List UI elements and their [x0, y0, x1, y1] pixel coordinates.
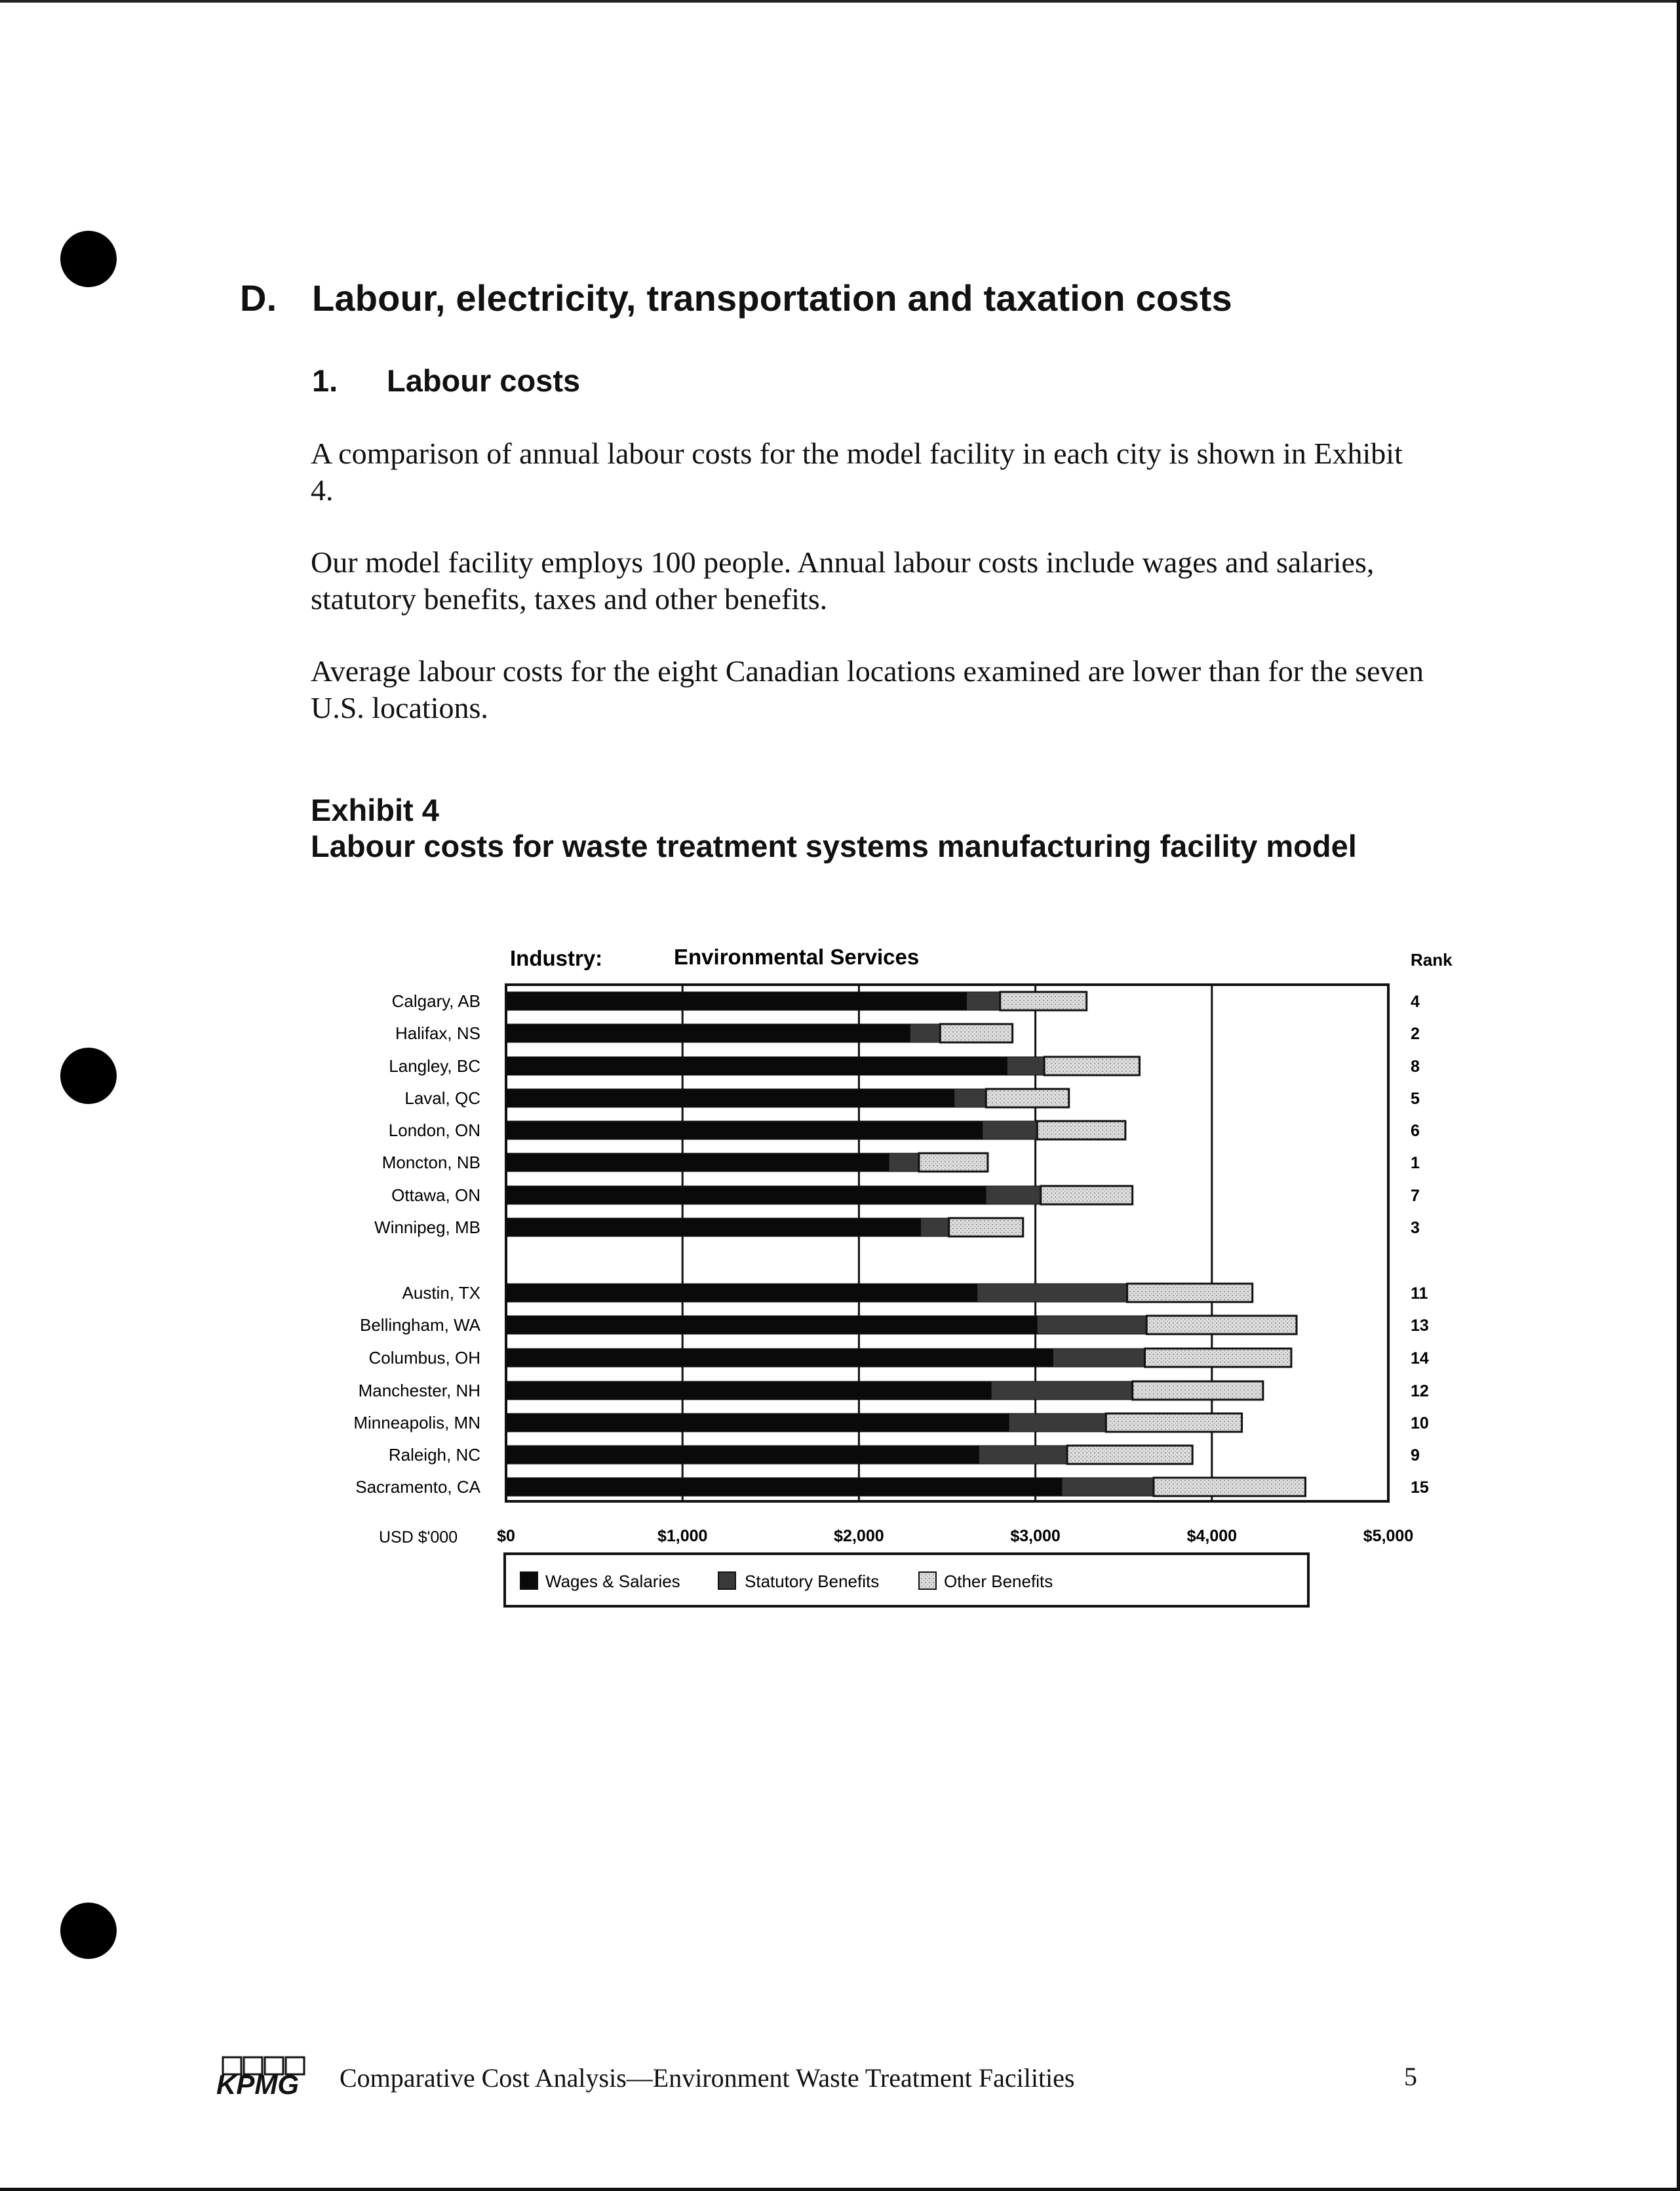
rank-value-bellingham-wa: 13: [1411, 1316, 1429, 1335]
industry-label: Industry:: [510, 946, 603, 970]
bar-statutory-benefits-bellingham-wa: [1037, 1316, 1146, 1334]
bar-statutory-benefits-austin-tx: [977, 1284, 1127, 1302]
category-label-laval-qc: Laval, QC: [404, 1088, 480, 1108]
bar-other-benefits-laval-qc: [986, 1089, 1069, 1107]
page-number: 5: [1404, 2062, 1417, 2091]
category-label-moncton-nb: Moncton, NB: [381, 1153, 480, 1172]
bar-wages-salaries-ottawa-on: [506, 1186, 986, 1204]
rank-value-moncton-nb: 1: [1411, 1154, 1420, 1172]
category-label-columbus-oh: Columbus, OH: [368, 1348, 480, 1368]
bar-other-benefits-london-on: [1037, 1121, 1125, 1139]
bar-other-benefits-minneapolis-mn: [1106, 1413, 1241, 1432]
bar-statutory-benefits-sacramento-ca: [1062, 1478, 1154, 1496]
bar-wages-salaries-manchester-nh: [506, 1381, 991, 1400]
kpmg-logo: [214, 2056, 309, 2097]
kpmg-logo-text: KPMG: [216, 2069, 299, 2097]
rank-value-london-on: 6: [1411, 1122, 1420, 1140]
category-label-langley-bc: Langley, BC: [389, 1056, 480, 1076]
bar-other-benefits-winnipeg-mb: [949, 1218, 1023, 1236]
paragraph-1: A comparison of annual labour costs for the model facility in each city is shown in Exhibit 4.: [311, 437, 1403, 507]
bar-wages-salaries-columbus-oh: [506, 1349, 1053, 1367]
bar-wages-salaries-minneapolis-mn: [506, 1413, 1009, 1432]
legend-swatch-wages-salaries: [520, 1572, 537, 1589]
bar-statutory-benefits-calgary-ab: [967, 992, 1000, 1010]
rank-value-ottawa-on: 7: [1411, 1187, 1420, 1205]
bar-statutory-benefits-minneapolis-mn: [1009, 1413, 1106, 1432]
section-letter: D.: [240, 277, 277, 319]
x-tick-label: $1,000: [657, 1527, 708, 1545]
bar-other-benefits-langley-bc: [1044, 1057, 1139, 1075]
bar-other-benefits-bellingham-wa: [1146, 1316, 1297, 1334]
bar-statutory-benefits-london-on: [983, 1121, 1037, 1139]
paragraph-3: Average labour costs for the eight Canadian locations examined are lower than for the seven U.S. locations.: [311, 654, 1424, 724]
bar-other-benefits-calgary-ab: [1000, 992, 1087, 1010]
category-label-manchester-nh: Manchester, NH: [358, 1381, 480, 1400]
bar-other-benefits-sacramento-ca: [1154, 1478, 1306, 1496]
rank-header: Rank: [1411, 950, 1453, 970]
category-label-halifax-ns: Halifax, NS: [395, 1023, 480, 1043]
bar-statutory-benefits-raleigh-nc: [979, 1446, 1067, 1464]
axis-unit-label: USD $'000: [379, 1528, 458, 1547]
rank-value-raleigh-nc: 9: [1411, 1446, 1420, 1465]
section-title: Labour, electricity, transportation and taxation costs: [312, 277, 1232, 319]
footer-title: Comparative Cost Analysis—Environment Waste Treatment Facilities: [340, 2063, 1075, 2093]
x-tick-label: $5,000: [1363, 1527, 1414, 1545]
rank-value-halifax-ns: 2: [1411, 1025, 1420, 1043]
legend-label-statutory-benefits: Statutory Benefits: [745, 1571, 880, 1591]
rank-value-winnipeg-mb: 3: [1411, 1219, 1420, 1237]
subsection-number: 1.: [312, 363, 338, 398]
rank-value-austin-tx: 11: [1411, 1284, 1428, 1303]
rank-value-laval-qc: 5: [1411, 1090, 1420, 1108]
rank-value-manchester-nh: 12: [1411, 1382, 1429, 1400]
category-label-london-on: London, ON: [388, 1120, 480, 1140]
bar-other-benefits-raleigh-nc: [1067, 1446, 1192, 1464]
rank-value-minneapolis-mn: 10: [1411, 1414, 1429, 1432]
rank-value-columbus-oh: 14: [1411, 1349, 1429, 1368]
legend-swatch-other-benefits: [919, 1572, 936, 1589]
bar-wages-salaries-raleigh-nc: [506, 1446, 979, 1464]
bar-statutory-benefits-columbus-oh: [1053, 1349, 1145, 1367]
x-tick-label: $3,000: [1010, 1527, 1061, 1545]
category-label-ottawa-on: Ottawa, ON: [391, 1185, 480, 1205]
legend-label-wages-salaries: Wages & Salaries: [545, 1571, 680, 1591]
bar-wages-salaries-austin-tx: [506, 1284, 977, 1302]
bar-statutory-benefits-winnipeg-mb: [921, 1218, 949, 1236]
category-label-austin-tx: Austin, TX: [402, 1283, 480, 1303]
category-label-sacramento-ca: Sacramento, CA: [355, 1477, 480, 1497]
bar-other-benefits-ottawa-on: [1041, 1186, 1133, 1204]
paragraph-2: Our model facility employs 100 people. Annual labour costs include wages and salaries, statutory benefits, taxes and other benefits.: [311, 545, 1375, 616]
bar-wages-salaries-london-on: [506, 1121, 983, 1139]
bar-wages-salaries-winnipeg-mb: [506, 1218, 921, 1236]
category-label-raleigh-nc: Raleigh, NC: [388, 1445, 480, 1465]
bar-statutory-benefits-langley-bc: [1007, 1057, 1045, 1075]
category-label-calgary-ab: Calgary, AB: [391, 991, 480, 1011]
exhibit-title: Labour costs for waste treatment systems manufacturing facility model: [311, 829, 1357, 863]
industry-value: Environmental Services: [674, 945, 920, 969]
bar-wages-salaries-moncton-nb: [506, 1153, 889, 1172]
category-label-winnipeg-mb: Winnipeg, MB: [374, 1217, 480, 1237]
rank-value-calgary-ab: 4: [1411, 993, 1420, 1011]
bar-wages-salaries-langley-bc: [506, 1057, 1007, 1075]
punch-hole-bottom: [60, 1903, 117, 1959]
x-tick-label: $0: [497, 1527, 515, 1545]
bar-other-benefits-columbus-oh: [1145, 1349, 1291, 1367]
x-tick-label: $4,000: [1186, 1527, 1238, 1545]
subsection-title: Labour costs: [387, 363, 581, 398]
bar-statutory-benefits-halifax-ns: [910, 1024, 940, 1042]
exhibit-label: Exhibit 4: [311, 793, 439, 827]
bar-statutory-benefits-ottawa-on: [986, 1186, 1040, 1204]
bar-wages-salaries-sacramento-ca: [506, 1478, 1062, 1496]
rank-value-sacramento-ca: 15: [1411, 1478, 1429, 1497]
bar-wages-salaries-laval-qc: [506, 1089, 954, 1107]
bar-other-benefits-austin-tx: [1127, 1284, 1253, 1302]
page-edge-bottom: [0, 2188, 1680, 2191]
bar-statutory-benefits-moncton-nb: [889, 1153, 919, 1172]
bar-other-benefits-halifax-ns: [940, 1024, 1012, 1042]
category-label-minneapolis-mn: Minneapolis, MN: [353, 1413, 480, 1432]
rank-value-langley-bc: 8: [1411, 1057, 1420, 1076]
bar-other-benefits-manchester-nh: [1133, 1381, 1263, 1400]
bar-statutory-benefits-laval-qc: [954, 1089, 986, 1107]
bar-wages-salaries-halifax-ns: [506, 1024, 910, 1042]
bar-other-benefits-moncton-nb: [919, 1153, 988, 1172]
legend-swatch-statutory-benefits: [718, 1572, 735, 1589]
x-tick-label: $2,000: [834, 1527, 884, 1545]
bar-wages-salaries-calgary-ab: [506, 992, 967, 1010]
category-label-bellingham-wa: Bellingham, WA: [360, 1315, 480, 1335]
bar-wages-salaries-bellingham-wa: [506, 1316, 1037, 1334]
legend-label-other-benefits: Other Benefits: [944, 1571, 1053, 1591]
bar-statutory-benefits-manchester-nh: [991, 1381, 1132, 1400]
